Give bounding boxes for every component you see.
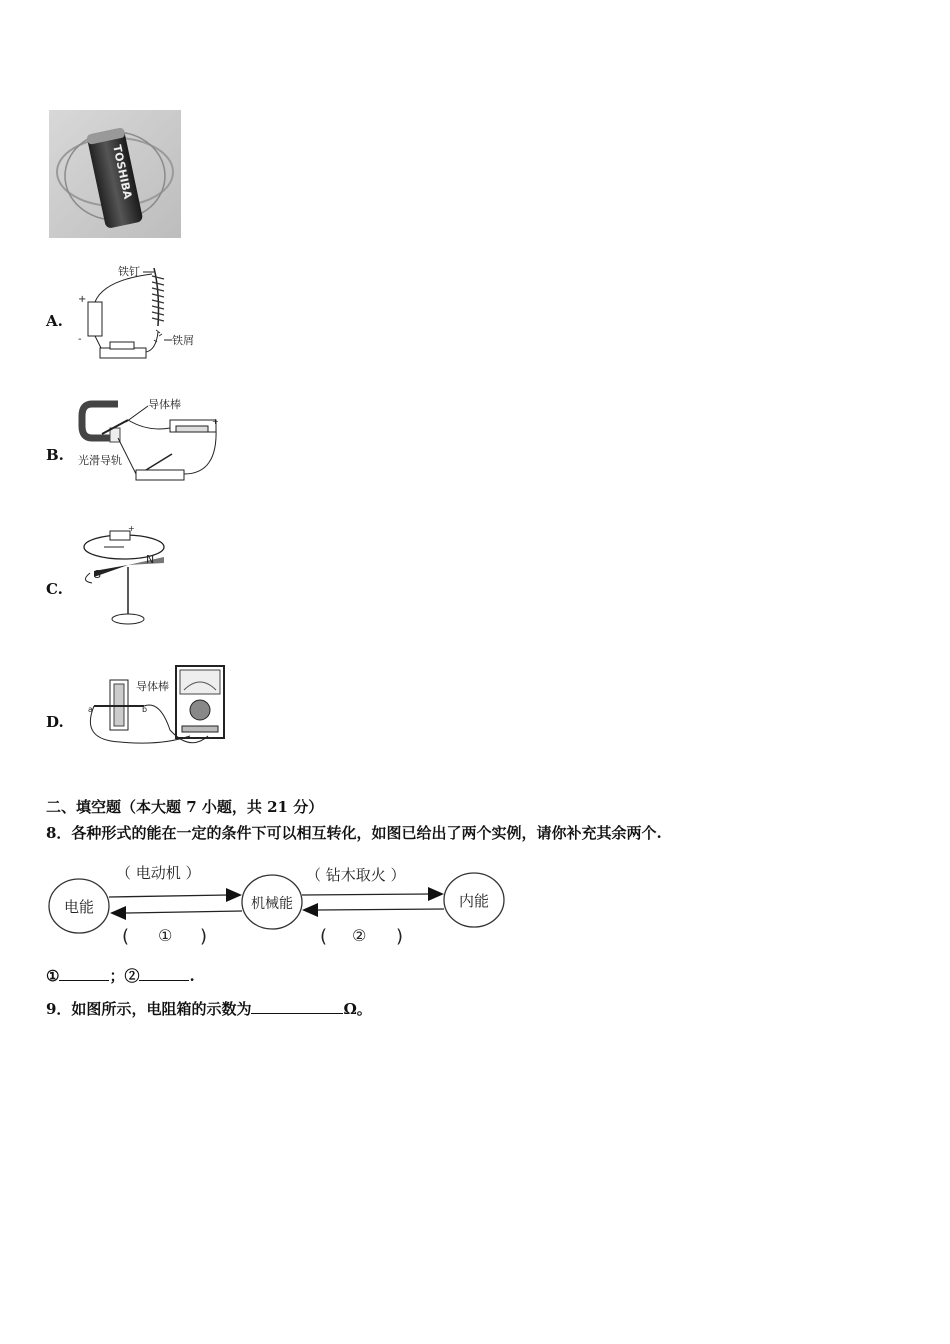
node-electrical-energy-label: 电能 [63, 898, 95, 916]
question-8-answer-line [46, 965, 195, 986]
svg-text:+: + [128, 525, 135, 533]
node-internal-energy-label: 内能 [458, 892, 490, 910]
question-8-text: 8．各种形式的能在一定的条件下可以相互转化，如图已给出了两个实例，请你补充其余两个. [46, 824, 662, 842]
svg-text:+: + [212, 417, 219, 426]
answer-blank-1[interactable] [59, 966, 109, 981]
label-south: S [94, 568, 101, 581]
option-c-letter: C. [46, 580, 63, 598]
label-plus: + [78, 294, 87, 305]
option-a-letter: A. [46, 312, 63, 330]
question-9 [46, 998, 372, 1019]
arrow-left-2 [302, 903, 318, 917]
question-9-blank[interactable] [251, 999, 343, 1014]
option-c-diagram [80, 525, 176, 633]
svg-text:(: ( [122, 926, 130, 947]
option-b-diagram [78, 394, 224, 490]
section-heading: 二、填空题（本大题 7 小题，共 21 分） [46, 798, 324, 816]
svg-text:a: a [88, 705, 93, 714]
label-conductor-rod-d: 导体棒 [136, 680, 169, 693]
question-9-text: 9．如图所示，电阻箱的示数为 [46, 1000, 252, 1018]
label-smooth-rail: 光滑导轨 [78, 454, 122, 467]
svg-text:): ) [396, 926, 404, 947]
top-label-drill-wood: （ 钻木取火 ） [306, 866, 406, 884]
svg-text:(: ( [320, 926, 328, 947]
answer-blank-2[interactable] [139, 966, 189, 981]
arrow-right-1 [226, 888, 242, 902]
option-a-diagram [74, 262, 204, 364]
blank-marker-1: ① [158, 926, 173, 945]
arrow-left-1 [110, 906, 126, 920]
label-minus: - [78, 334, 82, 345]
node-mechanical-energy-label: 机械能 [251, 896, 293, 912]
svg-text:): ) [200, 926, 208, 947]
answer-mark-1: ① [46, 967, 60, 985]
energy-conversion-diagram [46, 856, 516, 952]
option-d-diagram [80, 660, 228, 758]
option-b-letter: B. [46, 446, 64, 464]
battery-brand: TOSHIBA [110, 143, 135, 201]
svg-text:b: b [142, 705, 148, 714]
label-conductor-rod-b: 导体棒 [148, 398, 181, 411]
label-iron-filings: 铁屑 [172, 334, 194, 347]
blank-marker-2: ② [352, 926, 367, 945]
question-9-unit: Ω。 [343, 1000, 372, 1018]
battery-photo [49, 110, 181, 238]
label-north: N [146, 553, 155, 566]
label-iron-nail: 铁钉 [118, 265, 140, 278]
answer-mark-2: ② [124, 967, 140, 985]
answer-end: . [189, 967, 195, 985]
option-d-letter: D. [46, 713, 64, 731]
top-label-motor: （ 电动机 ） [116, 864, 201, 882]
arrow-right-2 [428, 887, 444, 901]
answer-separator: ； [109, 967, 125, 985]
